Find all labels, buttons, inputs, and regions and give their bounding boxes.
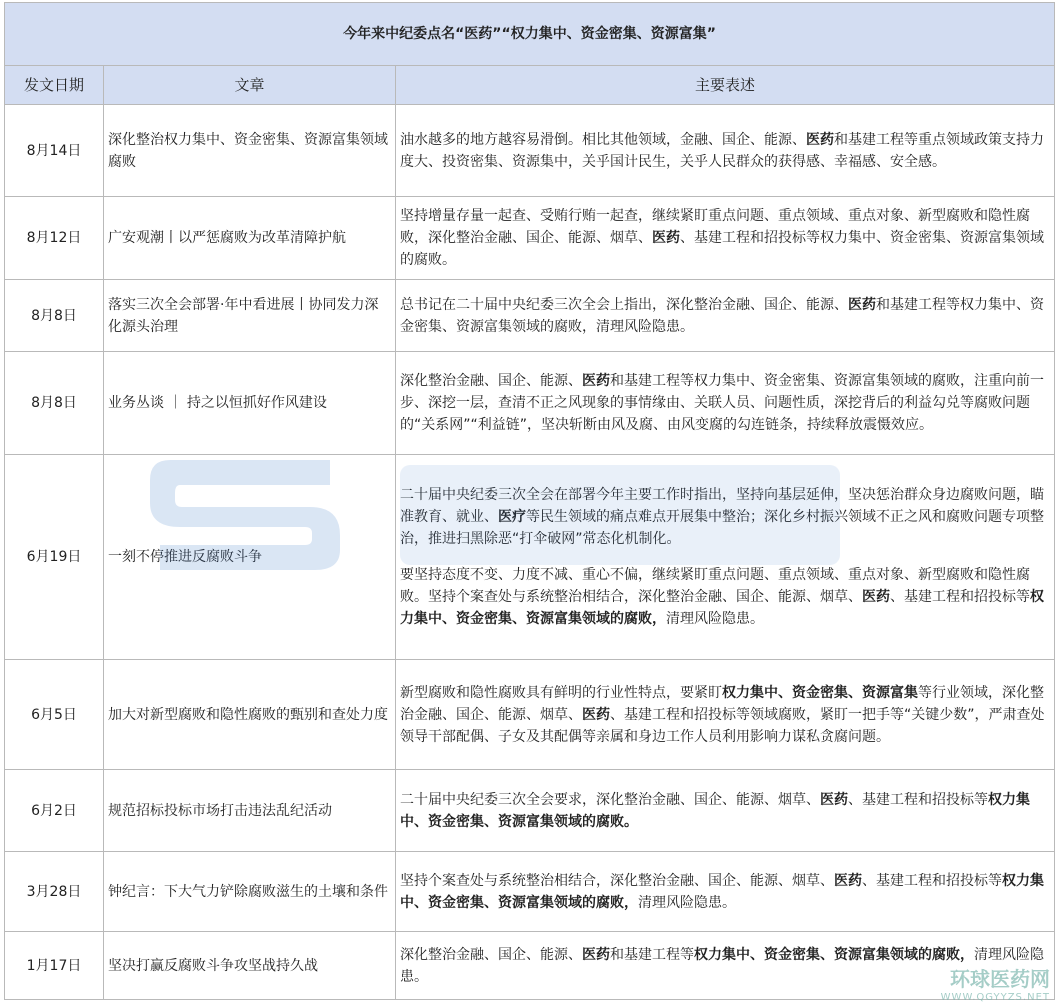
row-description bbox=[396, 660, 1055, 770]
row-date: 6月19日 bbox=[5, 455, 104, 660]
text-segment: 和基建工程等 bbox=[610, 946, 694, 963]
bold-text: 医药 bbox=[834, 872, 862, 889]
row-date: 1月17日 bbox=[5, 932, 104, 1000]
text-segment: 二十届中央纪委三次全会要求，深化整治金融、国企、能源、烟草、 bbox=[400, 791, 820, 808]
text-segment: 、基建工程和招投标等 bbox=[862, 872, 1002, 889]
row-date: 8月14日 bbox=[5, 105, 104, 197]
data-table bbox=[4, 2, 1055, 1000]
bold-text: 医疗 bbox=[498, 509, 526, 525]
text-segment: 总书记在二十届中央纪委三次全会上指出，深化整治金融、国企、能源、 bbox=[400, 296, 848, 313]
text-segment: 油水越多的地方越容易滑倒。相比其他领域，金融、国企、能源、 bbox=[400, 131, 806, 148]
text-segment: 等行业领域，深化整治金融、国企、能源、烟草、 bbox=[400, 684, 1044, 723]
description-paragraph bbox=[400, 870, 1050, 914]
bold-text: 医药 bbox=[862, 589, 890, 605]
bold-text: 权力集中、资金密集、资源富集领域的腐败， bbox=[400, 589, 1044, 627]
row-description bbox=[396, 352, 1055, 455]
text-segment: 、基建工程和招投标等领域腐败，紧盯一把手等“关键少数”，严肃查处领导干部配偶、子女及其配偶等亲属和身边工作人员利用影响力谋私贪腐问题。 bbox=[400, 706, 1045, 745]
bold-text: 权力集中、资金密集、资源富集 bbox=[722, 684, 918, 701]
table-row bbox=[5, 352, 1055, 455]
text-segment: 等民生领域的痛点难点开展集中整治；深化乡村振兴领域不正之风和腐败问题专项整治，推进扫黑除恶“打伞破网”常态化机制化。 bbox=[400, 509, 1044, 547]
row-article-title: 坚决打赢反腐败斗争攻坚战持久战 bbox=[104, 932, 396, 1000]
text-segment: 清理风险隐患。 bbox=[666, 611, 764, 627]
bold-text: 医药 bbox=[582, 373, 610, 389]
description-paragraph bbox=[400, 944, 1050, 988]
row-date: 8月12日 bbox=[5, 197, 104, 280]
watermark-url: WWW.QGYYZS.NET bbox=[940, 992, 1050, 1003]
row-description bbox=[396, 280, 1055, 352]
text-segment: 深化整治金融、国企、能源、 bbox=[400, 946, 582, 963]
row-description bbox=[396, 105, 1055, 197]
description-paragraph bbox=[400, 682, 1050, 748]
description-paragraph bbox=[400, 294, 1050, 338]
row-description bbox=[396, 852, 1055, 932]
text-segment: 、基建工程和招投标等 bbox=[890, 589, 1030, 605]
text-segment: 要坚持态度不变、力度不减、重心不偏，继续紧盯重点问题、重点领域、重点对象、新型腐败和隐性腐败。坚持个案查处与系统整治相结合，深化整治金融、国企、能源、烟草、 bbox=[400, 567, 1030, 605]
description-paragraph bbox=[400, 370, 1050, 436]
table-row bbox=[5, 105, 1055, 197]
description-paragraph bbox=[400, 205, 1050, 271]
header-desc: 主要表述 bbox=[396, 66, 1055, 105]
row-article-title: 钟纪言：下大气力铲除腐败滋生的土壤和条件 bbox=[104, 852, 396, 932]
table-row bbox=[5, 852, 1055, 932]
text-segment: 和基建工程等权力集中、资金密集、资源富集领域的腐败，清理风险隐患。 bbox=[400, 296, 1044, 335]
row-article-title: 加大对新型腐败和隐性腐败的甄别和查处力度 bbox=[104, 660, 396, 770]
text-segment: 新型腐败和隐性腐败具有鲜明的行业性特点，要紧盯 bbox=[400, 684, 722, 701]
bold-text: 医药 bbox=[582, 706, 610, 723]
bold-text: 权力集中、资金密集、资源富集领域的腐败， bbox=[400, 872, 1044, 911]
description-paragraph bbox=[400, 129, 1050, 173]
row-date: 8月8日 bbox=[5, 280, 104, 352]
bold-text: 医药 bbox=[848, 296, 876, 313]
text-segment: 深化整治金融、国企、能源、 bbox=[400, 373, 582, 389]
bold-text: 权力集中、资金密集、资源富集领域的腐败。 bbox=[400, 791, 1030, 830]
watermark-site-name: 环球医药网 bbox=[950, 967, 1050, 991]
description-paragraph bbox=[400, 484, 1050, 550]
text-segment: 、基建工程和招投标等权力集中、资金密集、资源富集领域的腐败。 bbox=[400, 230, 1044, 268]
description-paragraph bbox=[400, 789, 1050, 833]
row-article-title: 一刻不停推进反腐败斗争 bbox=[104, 455, 396, 660]
text-segment: 清理风险隐患。 bbox=[638, 894, 736, 911]
row-description bbox=[396, 932, 1055, 1000]
text-segment: 二十届中央纪委三次全会在部署今年主要工作时指出，坚持向基层延伸，坚决惩治群众身边腐败问题，瞄准教育、就业、 bbox=[400, 487, 1044, 525]
text-segment: 和基建工程等权力集中、资金密集、资源富集领域的腐败，注重向前一步、深挖一层，查清不正之风现象的事情缘由、关联人员、问题性质，深挖背后的利益勾兑等腐败问题的“关系网”“利益链”，坚决斩断由风及腐、由风变腐的勾连链条，持续释放震慑效应。 bbox=[400, 373, 1044, 433]
header-article: 文章 bbox=[104, 66, 396, 105]
table-row bbox=[5, 197, 1055, 280]
row-article-title: 业务丛谈 ｜ 持之以恒抓好作风建设 bbox=[104, 352, 396, 455]
row-article-title: 落实三次全会部署·年中看进展丨协同发力深化源头治理 bbox=[104, 280, 396, 352]
bold-text: 医药 bbox=[652, 230, 680, 246]
bold-text: 医药 bbox=[820, 791, 848, 808]
table-row bbox=[5, 280, 1055, 352]
text-segment: 坚持个案查处与系统整治相结合，深化整治金融、国企、能源、烟草、 bbox=[400, 872, 834, 889]
row-date: 6月5日 bbox=[5, 660, 104, 770]
header-date: 发文日期 bbox=[5, 66, 104, 105]
row-article-title: 规范招标投标市场打击违法乱纪活动 bbox=[104, 770, 396, 852]
table-row bbox=[5, 660, 1055, 770]
row-date: 8月8日 bbox=[5, 352, 104, 455]
row-article-title: 深化整治权力集中、资金密集、资源富集领域腐败 bbox=[104, 105, 396, 197]
text-segment: 和基建工程等重点领域政策支持力度大、投资密集、资源集中，关乎国计民生，关乎人民群众的获得感、幸福感、安全感。 bbox=[400, 131, 1044, 170]
text-segment: 、基建工程和招投标等 bbox=[848, 791, 988, 808]
row-date: 3月28日 bbox=[5, 852, 104, 932]
row-article-title: 广安观潮丨以严惩腐败为改革清障护航 bbox=[104, 197, 396, 280]
row-description bbox=[396, 770, 1055, 852]
table-row bbox=[5, 770, 1055, 852]
row-date: 6月2日 bbox=[5, 770, 104, 852]
row-description bbox=[396, 455, 1055, 660]
bold-text: 医药 bbox=[806, 131, 834, 148]
bold-text: 医药 bbox=[582, 946, 610, 963]
header-row bbox=[5, 66, 1055, 105]
table-title: 今年来中纪委点名“医药”“权力集中、资金密集、资源富集” bbox=[5, 3, 1055, 66]
description-paragraph bbox=[400, 564, 1050, 630]
table-row bbox=[5, 932, 1055, 1000]
bold-text: 权力集中、资金密集、资源富集领域的腐败， bbox=[694, 946, 974, 963]
row-description bbox=[396, 197, 1055, 280]
table-row bbox=[5, 455, 1055, 660]
title-row bbox=[5, 3, 1055, 66]
text-segment: 清理风险隐患。 bbox=[400, 946, 1044, 985]
text-segment: 坚持增量存量一起查、受贿行贿一起查，继续紧盯重点问题、重点领域、重点对象、新型腐败和隐性腐败，深化整治金融、国企、能源、烟草、 bbox=[400, 208, 1030, 246]
